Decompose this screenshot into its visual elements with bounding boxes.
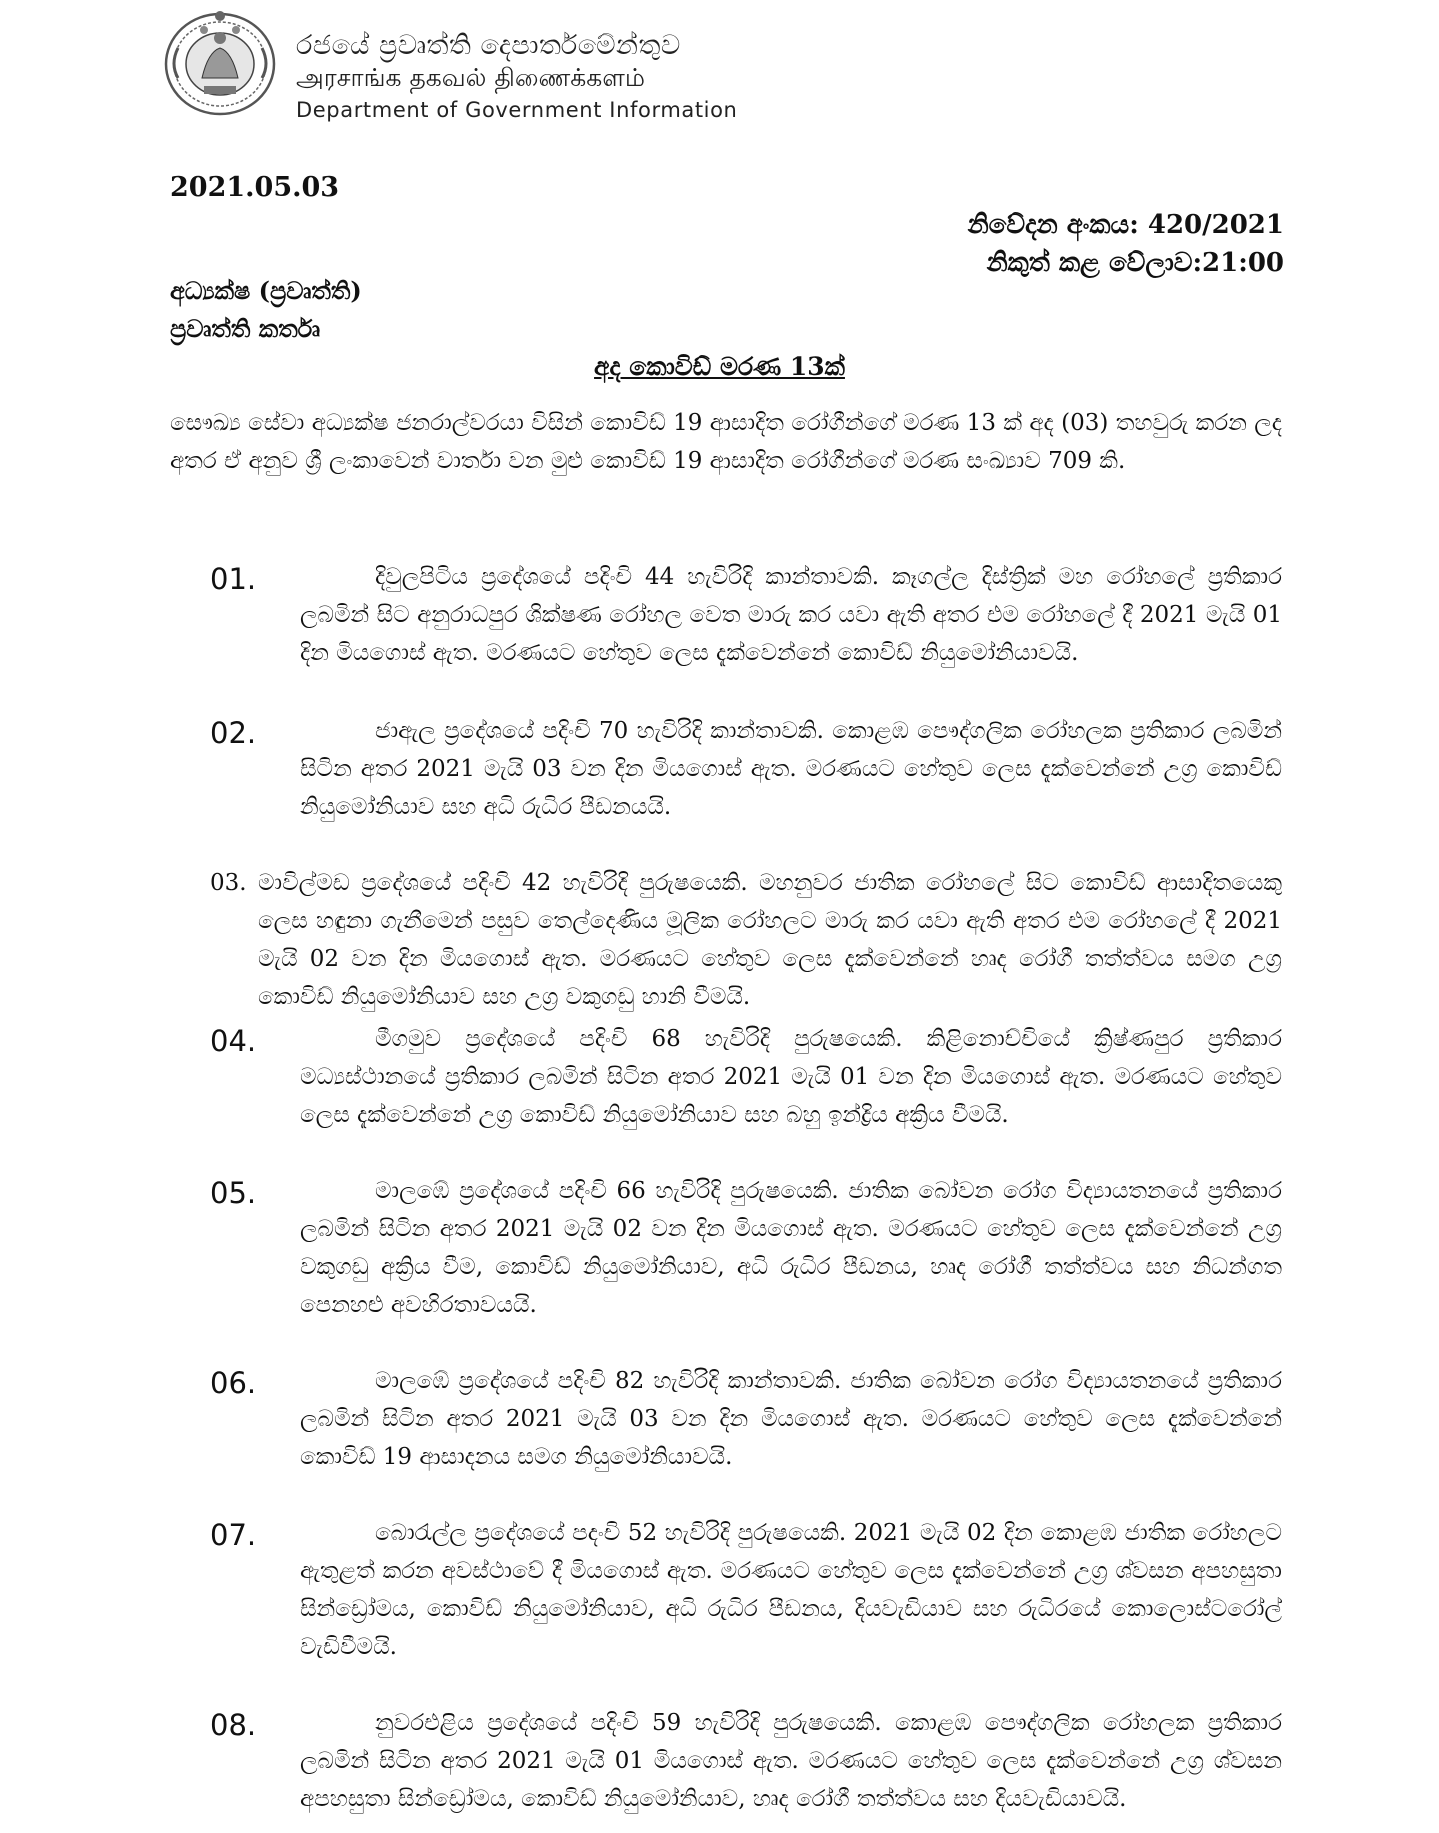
department-name-sinhala: රජයේ ප්‍රවෘත්ති දෙපාර්තමේන්තුව [296,30,681,61]
list-item-number: 04. [210,1024,257,1058]
list-item-text: මාලඹේ ප්‍රදේශයේ පදිංචි 82 හැවිරිදි කාන්තාවකි. ජාතික බෝවන රෝග විද්‍යායතනයේ ප්‍රතිකාර ලබමින් සිටින අතර 2021 මැයි 03 වන දින මියගොස් ඇත. මරණයට හේතුව ලෙස දැක්වෙන්නේ කොවිඩ් 19 ආසාදනය සමග නියුමෝනියාවයි. [300,1368,1282,1470]
list-item [170,1020,1282,1134]
list-item-number: 06. [210,1366,257,1400]
recipient-line: අධ්‍යක්ෂ (ප්‍රවෘත්ති) [170,276,362,305]
release-number: නිවේදන අංකය: 420/2021 [967,210,1284,240]
department-name-tamil: அரசாங்க தகவல் திணைக்களம் [296,63,645,92]
list-item-text: ජාඇල ප්‍රදේශයේ පදිංචි 70 හැවිරිදි කාන්තාවකි. කොළඹ පෞද්ගලික රෝහලක ප්‍රතිකාර ලබමින් සිටින අතර 2021 මැයි 03 වන දින මියගොස් ඇත. මරණයට හේතුව ලෙස දැක්වෙන්නේ උග්‍ර කොවිඩ් නියුමෝනියාව සහ අධි රුධිර පීඩනයයි. [300,718,1282,820]
list-item-text: නුවරඑළිය ප්‍රදේශයේ පදිංචි 59 හැවිරිදි පුරුෂයෙකි. කොළඹ පෞද්ගලික රෝහලක ප්‍රතිකාර ලබමින් සිටින අතර 2021 මැයි 01 මියගොස් ඇත. මරණයට හේතුව ලෙස දැක්වෙන්නේ උග්‍ර ශ්වසන අපහසුතා සින්ඩ්‍රෝමය, කොවිඩ් නියුමෝනියාව, හෘද රෝගී තත්ත්වය සහ දියවැඩියාවයි. [300,1710,1282,1812]
release-title: අද කොවිඩ් මරණ 13ක් [594,352,845,381]
list-item-text: දිවුලපිටිය ප්‍රදේශයේ පදිංචි 44 හැවිරිදි කාන්තාවකි. කෑගල්ල දිස්ත්‍රික් මහ රෝහලේ ප්‍රතිකාර ලබමින් සිට අනුරාධපුර ශික්ෂණ රෝහල වෙත මාරු කර යවා ඇති අතර එම රෝහලේ දී 2021 මැයි 01 දින මියගොස් ඇත. මරණයට හේතුව ලෙස දැක්වෙන්නේ කොවිඩ් නියුමෝනියාවයි. [300,564,1282,666]
recipient-line: ප්‍රවෘත්ති කර්තෘ [170,314,321,343]
list-item-text: බොරැල්ල ප්‍රදේශයේ පදංචි 52 හැවිරිදි පුරුෂයෙකි. 2021 මැයි 02 දින කොළඹ ජාතික රෝහලට ඇතුළත් කරන අවස්ථාවේ දී මියගොස් ඇත. මරණයට හේතුව ලෙස දැක්වෙන්නේ උග්‍ර ශ්වසන අපහසුතා සින්ඩ්‍රෝමය, කොවිඩ් නියුමෝනියාව, අධි රුධිර පීඩනය, දියවැඩියාව සහ රුධිරයේ කොලොස්ටරෝල් වැඩිවීමයි. [300,1520,1282,1660]
list-item [170,1704,1282,1818]
release-time: නිකුත් කළ වේලාව:21:00 [986,248,1284,278]
list-item-number: 01. [210,562,257,596]
recipients [170,272,362,348]
list-item-number: 03. [210,870,247,896]
list-item-number: 08. [210,1708,257,1742]
reference-block [968,206,1284,282]
list-item-number: 02. [210,716,257,750]
release-date: 2021.05.03 [170,172,340,203]
sri-lanka-national-emblem-icon [158,8,282,120]
list-item-number: 05. [210,1176,257,1210]
list-item-text: මීගමුව ප්‍රදේශයේ පදිංචි 68 හැවිරිදි පුරුෂයෙකි. කිළිනොච්චියේ ක්‍රිෂ්ණපුර ප්‍රතිකාර මධ්‍යස්ථානයේ ප්‍රතිකාර ලබමින් සිටින අතර 2021 මැයි 01 වන දින මියගොස් ඇත. මරණයට හේතුව ලෙස දැක්වෙන්නේ උග්‍ර කොවිඩ් නියුමෝනියාව සහ බහු ඉන්ද්‍රිය අක්‍රිය වීමයි. [300,1026,1282,1128]
list-item [170,1514,1282,1666]
list-item-number: 07. [210,1518,257,1552]
death-list [170,558,1282,1818]
list-item-text: මාලඹේ ප්‍රදේශයේ පදිංචි 66 හැවිරිදි පුරුෂයෙකි. ජාතික බෝවන රෝග විද්‍යායතනයේ ප්‍රතිකාර ලබමින් සිටින අතර 2021 මැයි 02 වන දින මියගොස් ඇත. මරණයට හේතුව ලෙස දැක්වෙන්නේ උග්‍ර වකුගඩු අක්‍රිය වීම, කොවිඩ් නියුමෝනියාව, අධි රුධිර පීඩනය, හෘද රෝගී තත්ත්වය සහ නිධන්ගත පෙනහළු අවහිරතාවයයි. [300,1178,1282,1318]
department-name-english: Department of Government Information [296,98,738,122]
list-item [170,1172,1282,1324]
letterhead [158,8,778,120]
list-item [170,864,1282,1016]
list-item-text: මාවිල්මඩ ප්‍රදේශයේ පදිංචි 42 හැවිරිදි පුරුෂයෙකි. මහනුවර ජාතික රෝහලේ සිට කොවිඩ් ආසාදිතයෙකු ලෙස හඳුනා ගැනීමෙන් පසුව තෙල්දෙණිය මූලික රෝහලට මාරු කර යවා ඇති අතර එම රෝහලේ දී 2021 මැයි 02 වන දින මියගොස් ඇත. මරණයට හේතුව ලෙස දැක්වෙන්නේ හෘද රෝගී තත්ත්වය සමග උග්‍ර කොවිඩ් නියුමෝනියාව සහ උග්‍ර වකුගඩු හානි වීමයි. [258,870,1282,1010]
list-item [170,558,1282,672]
list-item [170,1362,1282,1476]
list-item [170,712,1282,826]
intro-paragraph: සෞඛ්‍ය සේවා අධ්‍යක්ෂ ජනරාල්වරයා විසින් කොවිඩ් 19 ආසාදිත රෝගීන්ගේ මරණ 13 ක් අද (03) තහවුරු කරන ලද අතර ඒ අනුව ශ්‍රී ලංකාවෙන් වාර්තා වන මුළු කොවිඩ් 19 ආසාදිත රෝගීන්ගේ මරණ සංඛ්‍යාව 709 කි. [170,410,1282,474]
